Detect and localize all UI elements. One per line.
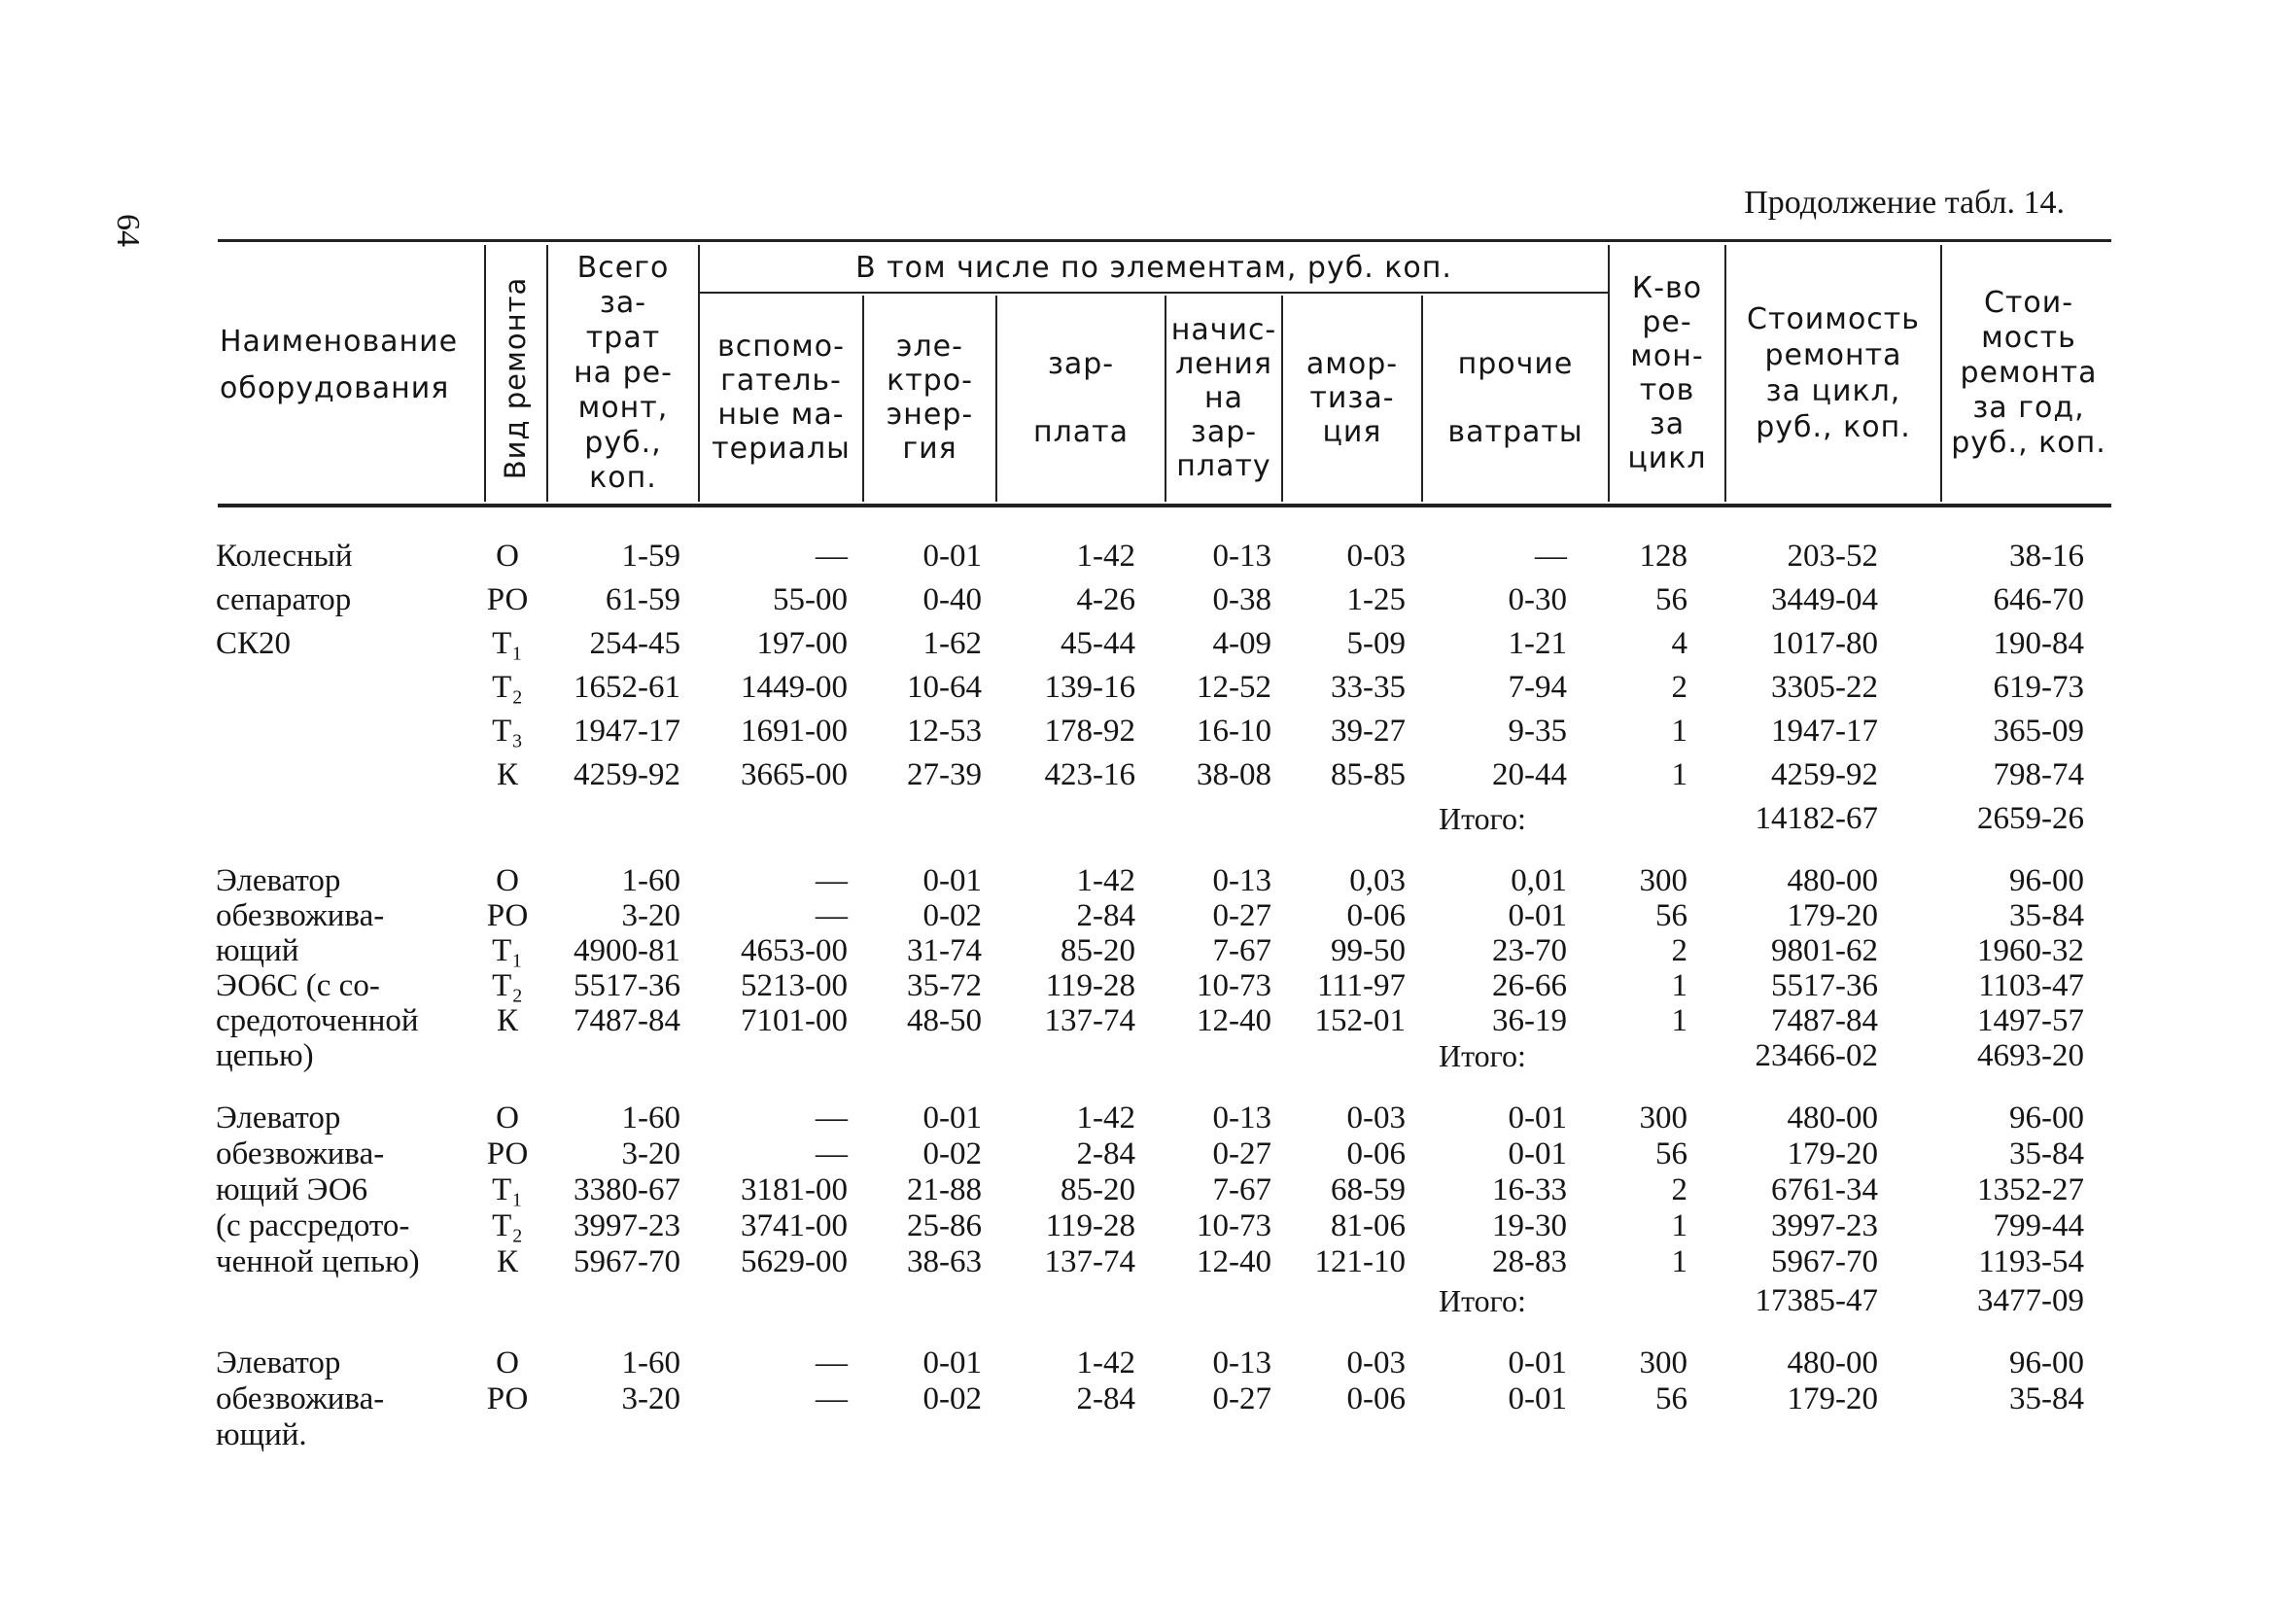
table-cell: 6761-34 (1771, 1172, 1878, 1207)
header-cost-per-year: Стои- мость ремонта за год, руб., коп. (1951, 286, 2106, 460)
table-cell: 7487-84 (1771, 1003, 1878, 1038)
table-cell: 4259-92 (1771, 757, 1878, 792)
table-continuation-caption: Продолжение табл. 14. (1744, 185, 2065, 221)
table-cell: 35-84 (2009, 898, 2084, 933)
equipment-name-line: цепью) (216, 1038, 314, 1073)
header-equipment-name: Наименование оборудования (220, 325, 459, 405)
repair-type-cell: Т₁ (492, 1172, 523, 1207)
table-cell: 99-50 (1331, 933, 1406, 968)
table-cell: 2 (1671, 933, 1687, 968)
table-cell: 152-01 (1314, 1003, 1406, 1038)
table-cell: 1-25 (1346, 582, 1406, 617)
table-cell: 55-00 (773, 582, 848, 617)
table-cell: 0-13 (1212, 1345, 1271, 1380)
equipment-name-line: ющий (216, 933, 299, 968)
table-cell: 31-74 (907, 933, 982, 968)
table-cell: 0-13 (1212, 539, 1271, 574)
table-cell: 2-84 (1076, 1136, 1135, 1171)
table-cell: 4-26 (1076, 582, 1135, 617)
total-cost-year: 4693-20 (1977, 1038, 2084, 1073)
table-cell: 190-84 (1993, 626, 2084, 661)
table-cell: 45-44 (1061, 626, 1135, 661)
total-label: Итого: (1439, 1283, 1526, 1318)
table-cell: 0-01 (1508, 1381, 1567, 1416)
table-cell: 1652-61 (574, 670, 680, 705)
table-cell: 38-08 (1197, 757, 1271, 792)
table-cell: 61-59 (606, 582, 680, 617)
repair-type-cell: Т₁ (492, 626, 523, 661)
table-cell: 3-20 (621, 1381, 680, 1416)
table-cell: 300 (1639, 1345, 1687, 1380)
table-cell: 1-42 (1076, 863, 1135, 898)
table-cell: 7-67 (1212, 933, 1271, 968)
table-cell: 26-66 (1492, 968, 1567, 1003)
table-cell: 178-92 (1044, 714, 1135, 749)
table-cell: 1-62 (922, 626, 982, 661)
table-cell: — (816, 1136, 848, 1171)
table-cell: 56 (1655, 898, 1687, 933)
table-cell: 4900-81 (574, 933, 680, 968)
table-cell: 9801-62 (1771, 933, 1878, 968)
table-cell: 0-03 (1346, 539, 1406, 574)
table-cell: 56 (1655, 1136, 1687, 1171)
table-cell: 0-06 (1346, 1381, 1406, 1416)
table-cell: 38-63 (907, 1244, 982, 1279)
table-cell: 1 (1671, 1208, 1687, 1243)
table-cell: — (816, 1345, 848, 1380)
table-cell: 39-27 (1331, 714, 1406, 749)
table-cell: 254-45 (589, 626, 680, 661)
equipment-name-line: сепаратор (216, 582, 352, 617)
table-cell: — (816, 1381, 848, 1416)
repair-type-cell: РО (486, 1136, 529, 1171)
table-cell: 128 (1639, 539, 1687, 574)
table-cell: 1 (1671, 1003, 1687, 1038)
table-cell: 7101-00 (741, 1003, 848, 1038)
table-cell: 35-84 (2009, 1136, 2084, 1171)
table-cell: 20-44 (1492, 757, 1567, 792)
table-cell: 5-09 (1346, 626, 1406, 661)
equipment-name-line: обезвожива- (216, 898, 385, 933)
table-cell: 12-52 (1197, 670, 1271, 705)
table-cell: 137-74 (1044, 1244, 1135, 1279)
table-cell: 1-60 (621, 1345, 680, 1380)
table-cell: 56 (1655, 582, 1687, 617)
header-electric-energy: эле- ктро- энер- гия (886, 330, 974, 466)
table-cell: 4653-00 (741, 933, 848, 968)
table-cell: 1-42 (1076, 539, 1135, 574)
table-cell: 0-01 (1508, 1136, 1567, 1171)
table-cell: 1103-47 (1978, 968, 2084, 1003)
table-cell: 119-28 (1045, 1208, 1135, 1243)
table-cell: 0-27 (1212, 898, 1271, 933)
table-cell: — (816, 1100, 848, 1135)
table-cell: 480-00 (1787, 863, 1878, 898)
table-cell: 1017-80 (1771, 626, 1878, 661)
table-cell: 10-73 (1197, 968, 1271, 1003)
header-divider (484, 245, 486, 502)
table-cell: 68-59 (1331, 1172, 1406, 1207)
table-cell: 10-73 (1197, 1208, 1271, 1243)
table-cell: 7-67 (1212, 1172, 1271, 1207)
table-cell: 0-03 (1346, 1345, 1406, 1380)
repair-type-cell: РО (486, 1381, 529, 1416)
header-elements-group: В том числе по элементам, руб. коп. (855, 250, 1452, 285)
table-cell: — (816, 898, 848, 933)
table-cell: 1 (1671, 968, 1687, 1003)
table-cell: 1-42 (1076, 1345, 1135, 1380)
table-cell: 1 (1671, 714, 1687, 749)
total-cost-cycle: 14182-67 (1755, 801, 1878, 836)
table-cell: 9-35 (1508, 714, 1567, 749)
table-cell: 0-13 (1212, 863, 1271, 898)
total-cost-cycle: 23466-02 (1755, 1038, 1878, 1073)
table-cell: 197-00 (756, 626, 848, 661)
table-cell: 1947-17 (574, 714, 680, 749)
table-cell: 3997-23 (1771, 1208, 1878, 1243)
table-cell: 27-39 (907, 757, 982, 792)
repair-type-cell: О (496, 1345, 519, 1380)
table-cell: 1 (1671, 1244, 1687, 1279)
table-cell: 3181-00 (741, 1172, 848, 1207)
table-cell: 2-84 (1076, 898, 1135, 933)
table-cell: 7487-84 (574, 1003, 680, 1038)
table-cell: 56 (1655, 1381, 1687, 1416)
table-cell: 3665-00 (741, 757, 848, 792)
table-cell: 21-88 (907, 1172, 982, 1207)
table-cell: 1497-57 (1977, 1003, 2084, 1038)
table-cell: 139-16 (1044, 670, 1135, 705)
table-cell: 0-01 (922, 863, 982, 898)
table-cell: 480-00 (1787, 1100, 1878, 1135)
table-cell: 1947-17 (1771, 714, 1878, 749)
table-cell: 3380-67 (574, 1172, 680, 1207)
table-cell: 19-30 (1492, 1208, 1567, 1243)
header-repairs-per-cycle: К-во ре- мон- тов за цикл (1627, 271, 1707, 475)
table-cell: 0,03 (1349, 863, 1406, 898)
table-cell: 85-20 (1061, 933, 1135, 968)
table-cell: 0-02 (922, 1136, 982, 1171)
total-label: Итого: (1439, 1038, 1526, 1073)
table-cell: 1449-00 (741, 670, 848, 705)
header-amortization: амор- тиза- ция (1305, 346, 1399, 449)
table-cell: 0-01 (922, 539, 982, 574)
table-cell: 5517-36 (1771, 968, 1878, 1003)
header-salary-charges: начис- ления на зар- плату (1170, 312, 1277, 483)
table-cell: 85-20 (1061, 1172, 1135, 1207)
table-cell: 1-60 (621, 863, 680, 898)
table-cell: 3-20 (621, 898, 680, 933)
table-cell: 121-10 (1314, 1244, 1406, 1279)
repair-type-cell: Т₂ (492, 1208, 523, 1243)
table-cell: 2-84 (1076, 1381, 1135, 1416)
table-cell: 0-01 (922, 1100, 982, 1135)
table-cell: 137-74 (1044, 1003, 1135, 1038)
equipment-name-line: обезвожива- (216, 1381, 385, 1416)
table-cell: 1691-00 (741, 714, 848, 749)
table-cell: 646-70 (1993, 582, 2084, 617)
repair-type-cell: Т₃ (492, 714, 523, 749)
table-cell: 1960-32 (1977, 933, 2084, 968)
repair-type-cell: О (496, 863, 519, 898)
table-cell: 179-20 (1787, 1136, 1878, 1171)
header-total-cost: Всего за- трат на ре- монт, руб., коп. (574, 251, 673, 495)
table-cell: 12-40 (1197, 1003, 1271, 1038)
table-cell: 0-02 (922, 898, 982, 933)
table-cell: 0-30 (1508, 582, 1567, 617)
table-top-rule (218, 239, 2111, 242)
table-cell: 16-10 (1197, 714, 1271, 749)
table-cell: 3-20 (621, 1136, 680, 1171)
repair-type-cell: Т₂ (492, 670, 523, 705)
equipment-name-line: Элеватор (216, 1100, 341, 1135)
page-number: 64 (110, 214, 146, 247)
table-cell: 1-42 (1076, 1100, 1135, 1135)
equipment-name-line: обезвожива- (216, 1136, 385, 1171)
table-cell: 5213-00 (741, 968, 848, 1003)
equipment-name-line: (с рассредото- (216, 1208, 410, 1243)
table-header-rule (218, 504, 2111, 507)
table-cell: 0-27 (1212, 1381, 1271, 1416)
equipment-name-line: ющий. (216, 1417, 307, 1452)
table-cell: 1-59 (621, 539, 680, 574)
table-cell: 3997-23 (574, 1208, 680, 1243)
table-cell: 1-21 (1508, 626, 1567, 661)
table-cell: 36-19 (1492, 1003, 1567, 1038)
equipment-name-line: ченной цепью) (216, 1244, 420, 1279)
table-cell: 5517-36 (574, 968, 680, 1003)
repair-type-cell: РО (486, 582, 529, 617)
table-cell: 0-01 (1508, 1345, 1567, 1380)
table-cell: 480-00 (1787, 1345, 1878, 1380)
header-salary: зар- плата (1032, 346, 1130, 449)
table-cell: 96-00 (2009, 863, 2084, 898)
table-cell: 35-84 (2009, 1381, 2084, 1416)
equipment-name-line: Элеватор (216, 863, 341, 898)
table-cell: 23-70 (1492, 933, 1567, 968)
table-cell: 300 (1639, 863, 1687, 898)
table-cell: 300 (1639, 1100, 1687, 1135)
equipment-name-line: ющий ЭО6 (216, 1172, 368, 1207)
table-cell: 0-27 (1212, 1136, 1271, 1171)
table-cell: 0,01 (1511, 863, 1567, 898)
table-cell: 799-44 (1993, 1208, 2084, 1243)
header-auxiliary-materials: вспомо- гатель- ные ма- териалы (712, 330, 851, 466)
table-cell: 5629-00 (741, 1244, 848, 1279)
table-cell: 0-06 (1346, 898, 1406, 933)
repair-type-cell: К (496, 1244, 518, 1279)
group-header-underline (698, 292, 1610, 294)
table-cell: 0-01 (1508, 898, 1567, 933)
total-cost-cycle: 17385-47 (1755, 1283, 1878, 1318)
header-other-costs: прочие ватраты (1447, 346, 1583, 449)
repair-type-cell: О (496, 1100, 519, 1135)
header-repair-type: Вид ремонта (499, 276, 532, 480)
total-cost-year: 2659-26 (1977, 801, 2084, 836)
table-cell: 4-09 (1212, 626, 1271, 661)
table-cell: 179-20 (1787, 898, 1878, 933)
table-cell: 35-72 (907, 968, 982, 1003)
table-cell: 0-13 (1212, 1100, 1271, 1135)
table-cell: 96-00 (2009, 1345, 2084, 1380)
table-cell: 119-28 (1045, 968, 1135, 1003)
table-cell: 25-86 (907, 1208, 982, 1243)
table-cell: 1352-27 (1977, 1172, 2084, 1207)
table-cell: 3449-04 (1771, 582, 1878, 617)
table-cell: 0-02 (922, 1381, 982, 1416)
header-cost-per-cycle: Стоимость ремонта за цикл, руб., коп. (1747, 302, 1920, 444)
repair-type-cell: О (496, 539, 519, 574)
table-cell: 2 (1671, 1172, 1687, 1207)
table-cell: 5967-70 (574, 1244, 680, 1279)
table-cell: 0-40 (922, 582, 982, 617)
table-cell: 33-35 (1331, 670, 1406, 705)
table-cell: 0-01 (1508, 1100, 1567, 1135)
table-cell: 0-06 (1346, 1136, 1406, 1171)
repair-type-cell: К (496, 1003, 518, 1038)
equipment-name-line: средоточенной (216, 1003, 419, 1038)
table-cell: 1 (1671, 757, 1687, 792)
table-cell: 0-03 (1346, 1100, 1406, 1135)
table-cell: 48-50 (907, 1003, 982, 1038)
table-cell: 0-38 (1212, 582, 1271, 617)
table-cell: 3741-00 (741, 1208, 848, 1243)
table-cell: — (1535, 539, 1567, 574)
equipment-name-line: ЭО6С (с со- (216, 968, 380, 1003)
table-cell: 1-60 (621, 1100, 680, 1135)
table-cell: 4 (1671, 626, 1687, 661)
table-cell: 1193-54 (1978, 1244, 2084, 1279)
table-cell: 365-09 (1993, 714, 2084, 749)
equipment-name-line: Колесный (216, 539, 353, 574)
repair-type-cell: РО (486, 898, 529, 933)
table-cell: 423-16 (1044, 757, 1135, 792)
table-cell: 4259-92 (574, 757, 680, 792)
repair-type-cell: К (496, 757, 518, 792)
table-cell: 12-40 (1197, 1244, 1271, 1279)
table-cell: 85-85 (1331, 757, 1406, 792)
table-cell: 5967-70 (1771, 1244, 1878, 1279)
table-cell: 7-94 (1508, 670, 1567, 705)
total-cost-year: 3477-09 (1977, 1283, 2084, 1318)
table-cell: 12-53 (907, 714, 982, 749)
table-cell: 203-52 (1787, 539, 1878, 574)
table-cell: 0-01 (922, 1345, 982, 1380)
repair-type-cell: Т₁ (492, 933, 523, 968)
table-cell: 2 (1671, 670, 1687, 705)
equipment-name-line: Элеватор (216, 1345, 341, 1380)
table-cell: 16-33 (1492, 1172, 1567, 1207)
equipment-name-line: СК20 (216, 626, 292, 661)
table-cell: 38-16 (2009, 539, 2084, 574)
repair-type-cell: Т₂ (492, 968, 523, 1003)
table-cell: — (816, 539, 848, 574)
table-cell: 619-73 (1993, 670, 2084, 705)
total-label: Итого: (1439, 801, 1526, 836)
table-cell: 96-00 (2009, 1100, 2084, 1135)
table-cell: — (816, 863, 848, 898)
table-cell: 111-97 (1316, 968, 1406, 1003)
table-cell: 28-83 (1492, 1244, 1567, 1279)
table-cell: 3305-22 (1771, 670, 1878, 705)
table-cell: 10-64 (907, 670, 982, 705)
table-cell: 81-06 (1331, 1208, 1406, 1243)
table-cell: 798-74 (1993, 757, 2084, 792)
table-cell: 179-20 (1787, 1381, 1878, 1416)
